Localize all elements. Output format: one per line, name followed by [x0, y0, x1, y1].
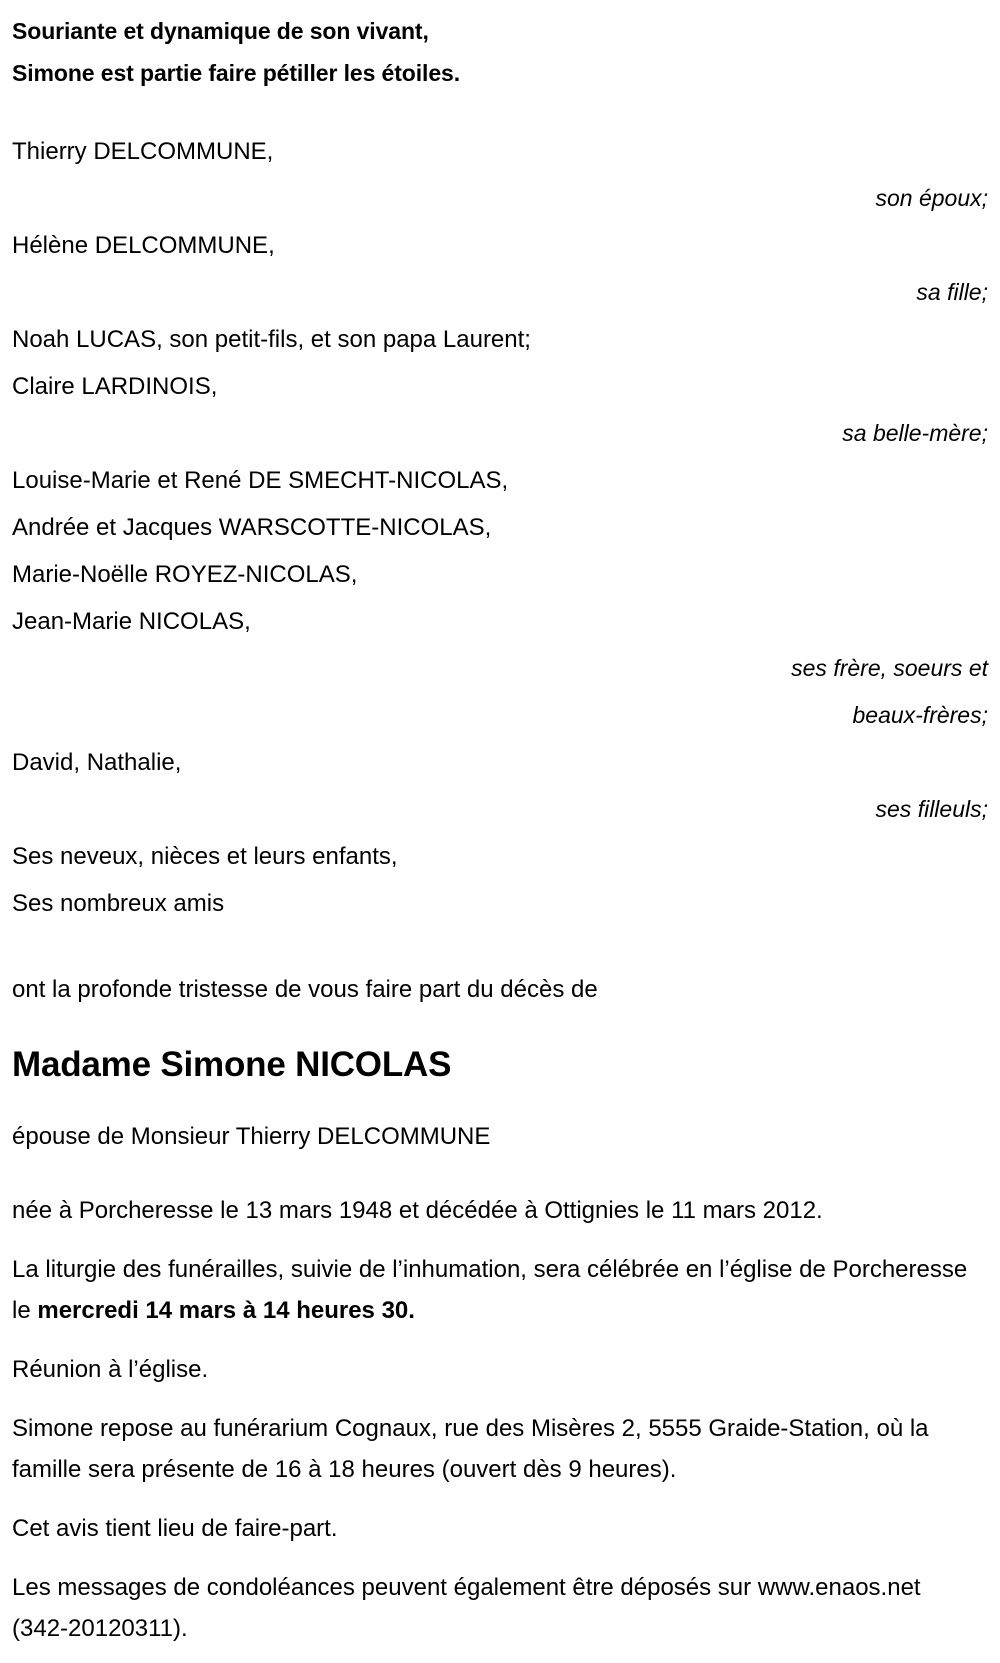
family-relation [12, 645, 988, 739]
epitaph [12, 10, 988, 94]
family-group-daughter [12, 222, 988, 316]
family-names [12, 316, 988, 410]
family-group-spouse [12, 128, 988, 222]
family-relation-line: beaux-frères; [852, 702, 988, 728]
liturgy-text: La liturgie des funérailles, suivie de l’inhumation, sera célébrée en l’église de Porcheresse le [12, 1256, 968, 1324]
family-group-nephews-friends [12, 833, 988, 927]
family-relation-line: ses frère, soeurs et [791, 655, 988, 681]
family-group-siblings [12, 457, 988, 739]
family-group-godchildren [12, 739, 988, 833]
family-list [12, 128, 988, 927]
family-relation [12, 269, 988, 316]
family-names [12, 222, 988, 269]
family-names [12, 457, 988, 645]
family-names [12, 833, 988, 927]
family-relation-line: son époux; [875, 185, 988, 211]
family-relation-line: ses filleuls; [875, 796, 988, 822]
condolences-paragraph: Les messages de condoléances peuvent également être déposés sur www.enaos.net (342-20120311). [12, 1574, 921, 1642]
family-names [12, 739, 988, 786]
family-name: David, Nathalie, [12, 749, 182, 776]
reunion-paragraph: Réunion à l’église. [12, 1356, 209, 1383]
announcement-line: ont la profonde tristesse de vous faire part du décès de [12, 976, 598, 1003]
family-name: Thierry DELCOMMUNE, [12, 138, 274, 165]
family-name: Ses nombreux amis [12, 890, 225, 917]
funerarium-paragraph: Simone repose au funérarium Cognaux, rue des Misères 2, 5555 Graide-Station, où la famille sera présente de 16 à 18 heures (ouvert dès 9 heures). [12, 1415, 929, 1483]
family-name: Louise-Marie et René DE SMECHT-NICOLAS, [12, 467, 509, 494]
family-name: Noah LUCAS, son petit-fils, et son papa Laurent; [12, 326, 531, 353]
liturgy-paragraph [12, 1249, 977, 1331]
family-name: Marie-Noëlle ROYEZ-NICOLAS, [12, 561, 358, 588]
faire-part-paragraph: Cet avis tient lieu de faire-part. [12, 1515, 338, 1542]
family-name: Claire LARDINOIS, [12, 373, 218, 400]
family-name: Hélène DELCOMMUNE, [12, 232, 275, 259]
family-relation [12, 175, 988, 222]
family-name: Jean-Marie NICOLAS, [12, 608, 251, 635]
epitaph-line-2: Simone est partie faire pétiller les étoiles. [12, 60, 461, 86]
epitaph-line-1: Souriante et dynamique de son vivant, [12, 18, 429, 44]
family-relation-line: sa belle-mère; [842, 420, 988, 446]
deceased-name: Madame Simone NICOLAS [12, 1045, 452, 1084]
family-group-grandson-stepmother [12, 316, 988, 457]
family-relation [12, 786, 988, 833]
family-names [12, 128, 988, 175]
liturgy-datetime: mercredi 14 mars à 14 heures 30. [37, 1297, 415, 1324]
family-name: Ses neveux, nièces et leurs enfants, [12, 843, 398, 870]
family-name: Andrée et Jacques WARSCOTTE-NICOLAS, [12, 514, 492, 541]
details-section [12, 1190, 988, 1649]
family-relation-line: sa fille; [916, 279, 988, 305]
birth-death-paragraph: née à Porcheresse le 13 mars 1948 et décédée à Ottignies le 11 mars 2012. [12, 1197, 823, 1224]
family-relation [12, 410, 988, 457]
spouse-of-line: épouse de Monsieur Thierry DELCOMMUNE [12, 1123, 491, 1150]
